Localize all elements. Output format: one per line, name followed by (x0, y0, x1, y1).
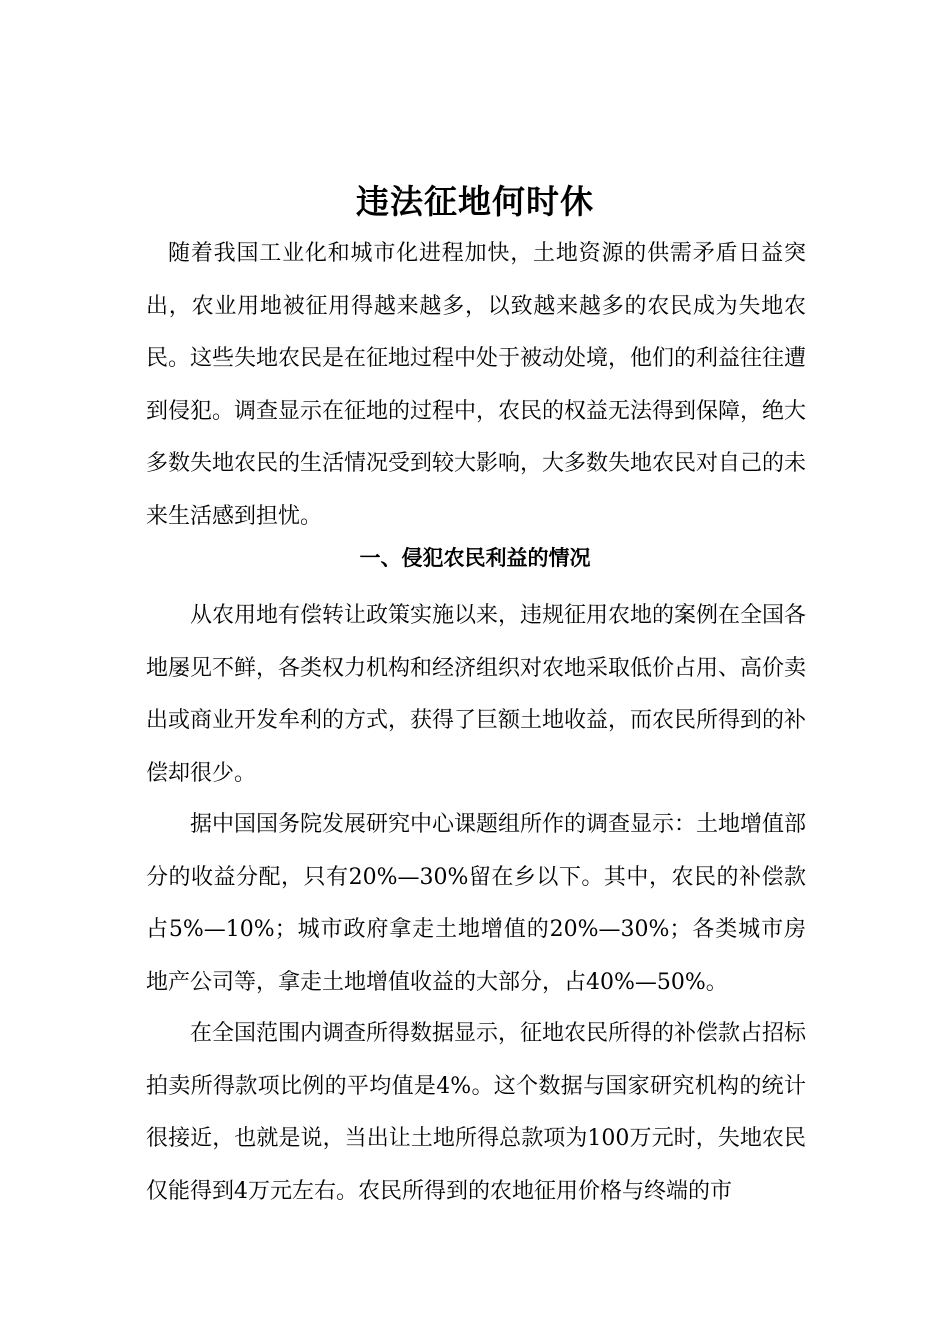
body-paragraph: 在全国范围内调查所得数据显示，征地农民所得的补偿款占招标拍卖所得款项比例的平均值是4%。这个数据与国家研究机构的统计很接近，也就是说，当出让土地所得总款项为100万元时，失地农民仅能得到4万元左右。农民所得到的农地征用价格与终端的市 (146, 1021, 807, 1204)
body-paragraph: 据中国国务院发展研究中心课题组所作的调查显示：土地增值部分的收益分配，只有20%—30%留在乡以下。其中，农民的补偿款占5%—10%；城市政府拿走土地增值的20%—30%；各类城市房地产公司等，拿走土地增值收益的大部分，占40%—50%。 (146, 812, 807, 995)
section-heading: 一、侵犯农民利益的情况 (359, 546, 591, 570)
document-title: 违法征地何时休 (356, 182, 594, 221)
intro-paragraph: 随着我国工业化和城市化进程加快，土地资源的供需矛盾日益突出，农业用地被征用得越来越多，以致越来越多的农民成为失地农民。这些失地农民是在征地过程中处于被动处境，他们的利益往往遭到侵犯。调查显示在征地的过程中，农民的权益无法得到保障，绝大多数失地农民的生活情况受到较大影响，大多数失地农民对自己的未来生活感到担忧。 (146, 241, 807, 529)
body-paragraph: 从农用地有偿转让政策实施以来，违规征用农地的案例在全国各地屡见不鲜，各类权力机构和经济组织对农地采取低价占用、高价卖出或商业开发牟利的方式，获得了巨额土地收益，而农民所得到的补偿却很少。 (146, 603, 807, 786)
